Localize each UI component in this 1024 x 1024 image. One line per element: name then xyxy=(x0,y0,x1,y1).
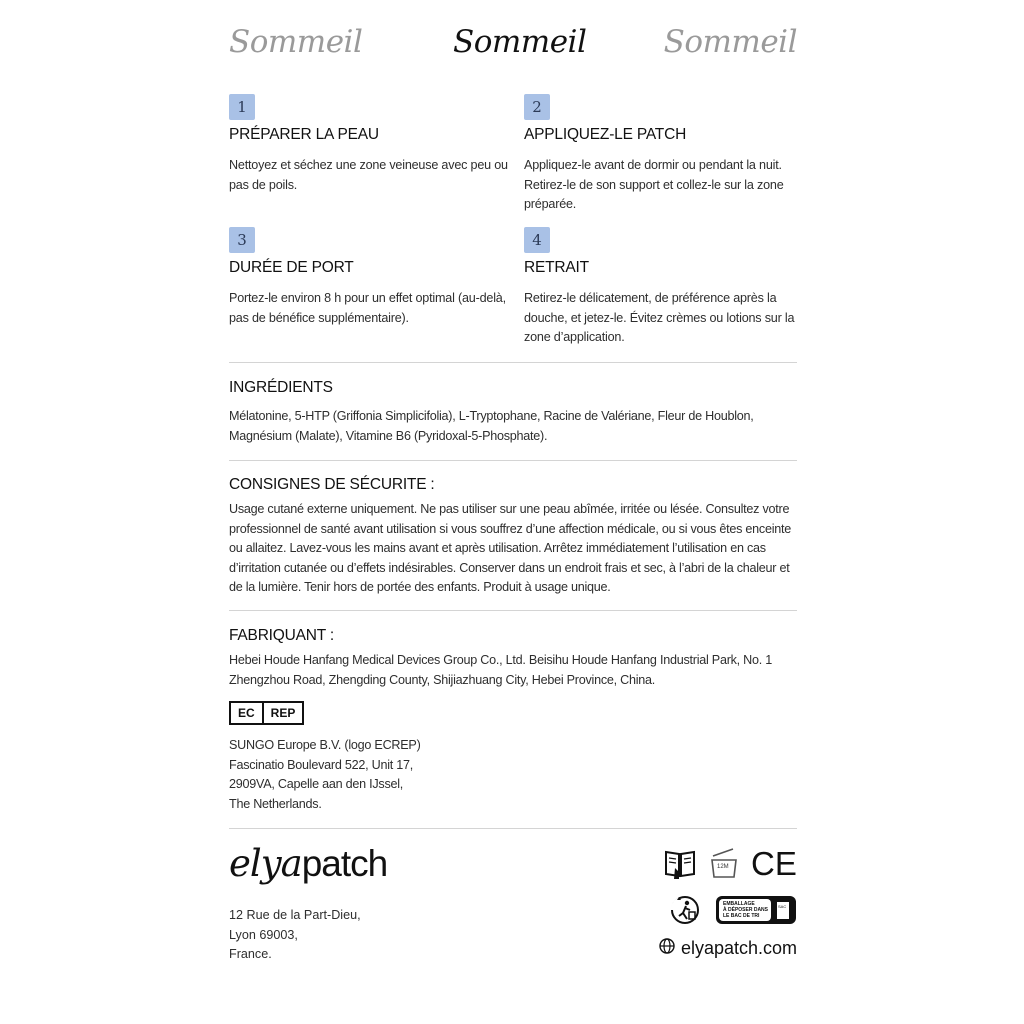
divider xyxy=(229,610,797,611)
step-title: APPLIQUEZ-LE PATCH xyxy=(524,126,687,143)
manufacturer-section xyxy=(229,627,797,690)
label-page xyxy=(229,0,797,1024)
address-line: Lyon 69003, xyxy=(229,927,298,942)
sorting-text-line: À DÉPOSER DANS xyxy=(723,907,769,913)
logo-light: elya xyxy=(229,842,302,885)
read-instructions-icon xyxy=(663,846,697,880)
title-row xyxy=(229,22,797,62)
sac-label: SAC xyxy=(778,904,787,909)
step-4 xyxy=(524,227,804,348)
step-1 xyxy=(229,94,509,195)
symbols-row-top xyxy=(663,846,797,880)
ec-rep-line: SUNGO Europe B.V. (logo ECREP) xyxy=(229,738,421,752)
title-right: Sommeil xyxy=(663,24,797,60)
triman-icon xyxy=(669,894,701,926)
divider xyxy=(229,362,797,363)
step-2 xyxy=(524,94,804,215)
manufacturer-text: Hebei Houde Hanfang Medical Devices Group Co., Ltd. Beisihu Houde Hanfang Industrial Park, No. 1 Zhengzhou Road, Zhengding County, Shijiazhuang City, Hebei Province, China. xyxy=(229,653,773,687)
ec-rep-symbol xyxy=(229,701,304,725)
address-line: 12 Rue de la Part-Dieu, xyxy=(229,908,361,922)
sorting-info-icon xyxy=(715,894,797,926)
title-center: Sommeil xyxy=(453,24,587,60)
manufacturer-title: FABRIQUANT : xyxy=(229,627,334,644)
sorting-text-line: EMBALLAGE xyxy=(723,901,755,907)
step-title: PRÉPARER LA PEAU xyxy=(229,126,379,143)
safety-text: Usage cutané externe uniquement. Ne pas utiliser sur une peau abîmée, irritée ou lésée. Consultez votre professionnel de santé avant utilisation si vous souffrez d’une affection médicale, ou si vous êtes enceinte ou allaitez. Lavez-vous les mains avant et après utilisation. Arrêtez immédiatement l’utilisation en cas d’irritation cutanée ou d’effets indésirables. Conserver dans un endroit frais et sec, à l’abri de la chaleur et de la lumière. Tenir hors de portée des enfants. Produit à usage unique. xyxy=(229,502,792,594)
step-number-badge: 1 xyxy=(229,94,255,120)
ce-mark-icon xyxy=(751,846,797,880)
step-number-badge: 4 xyxy=(524,227,550,253)
symbols-row-bottom xyxy=(669,894,797,926)
company-address xyxy=(229,906,361,965)
divider xyxy=(229,828,797,829)
pao-jar-icon xyxy=(709,846,739,880)
divider xyxy=(229,460,797,461)
step-body: Retirez-le délicatement, de préférence après la douche, et jetez-le. Évitez crèmes ou lotions sur la zone d’application. xyxy=(524,291,795,344)
step-number-badge: 3 xyxy=(229,227,255,253)
safety-title: CONSIGNES DE SÉCURITE : xyxy=(229,476,435,493)
website[interactable] xyxy=(659,938,797,959)
address-line: France. xyxy=(229,947,272,961)
rep-label: REP xyxy=(270,706,296,720)
ec-rep-line: Fascinatio Boulevard 522, Unit 17, xyxy=(229,757,414,772)
step-3 xyxy=(229,227,509,328)
step-title: DURÉE DE PORT xyxy=(229,259,354,276)
logo-strong: patch xyxy=(301,843,388,884)
ingredients-text: Mélatonine, 5-HTP (Griffonia Simplicifolia), L-Tryptophane, Racine de Valériane, Fleur de Houblon, Magnésium (Malate), Vitamine B6 (Pyridoxal-5-Phosphate). xyxy=(229,409,754,443)
step-title: RETRAIT xyxy=(524,259,589,276)
step-body: Portez-le environ 8 h pour un effet optimal (au-delà, pas de bénéfice supplémentaire). xyxy=(229,291,506,325)
step-body: Appliquez-le avant de dormir ou pendant la nuit. Retirez-le de son support et collez-le sur la zone préparée. xyxy=(524,158,784,211)
ce-mark-text: CE xyxy=(751,846,797,880)
title-left: Sommeil xyxy=(229,24,363,60)
sorting-text-line: LE BAC DE TRI xyxy=(723,913,760,919)
globe-icon xyxy=(659,938,675,959)
ec-rep-line: The Netherlands. xyxy=(229,796,322,811)
step-number-badge: 2 xyxy=(524,94,550,120)
pao-label: 12M xyxy=(717,864,729,870)
ec-rep-line: 2909VA, Capelle aan den IJssel, xyxy=(229,777,404,791)
ec-rep-address xyxy=(229,736,421,814)
ingredients-title: INGRÉDIENTS xyxy=(229,379,333,396)
safety-section xyxy=(229,476,797,598)
step-body: Nettoyez et séchez une zone veineuse avec peu ou pas de poils. xyxy=(229,158,508,192)
ec-label: EC xyxy=(231,703,264,723)
ingredients-section xyxy=(229,379,797,446)
website-url[interactable]: elyapatch.com xyxy=(680,938,797,958)
brand-logo xyxy=(229,842,387,886)
